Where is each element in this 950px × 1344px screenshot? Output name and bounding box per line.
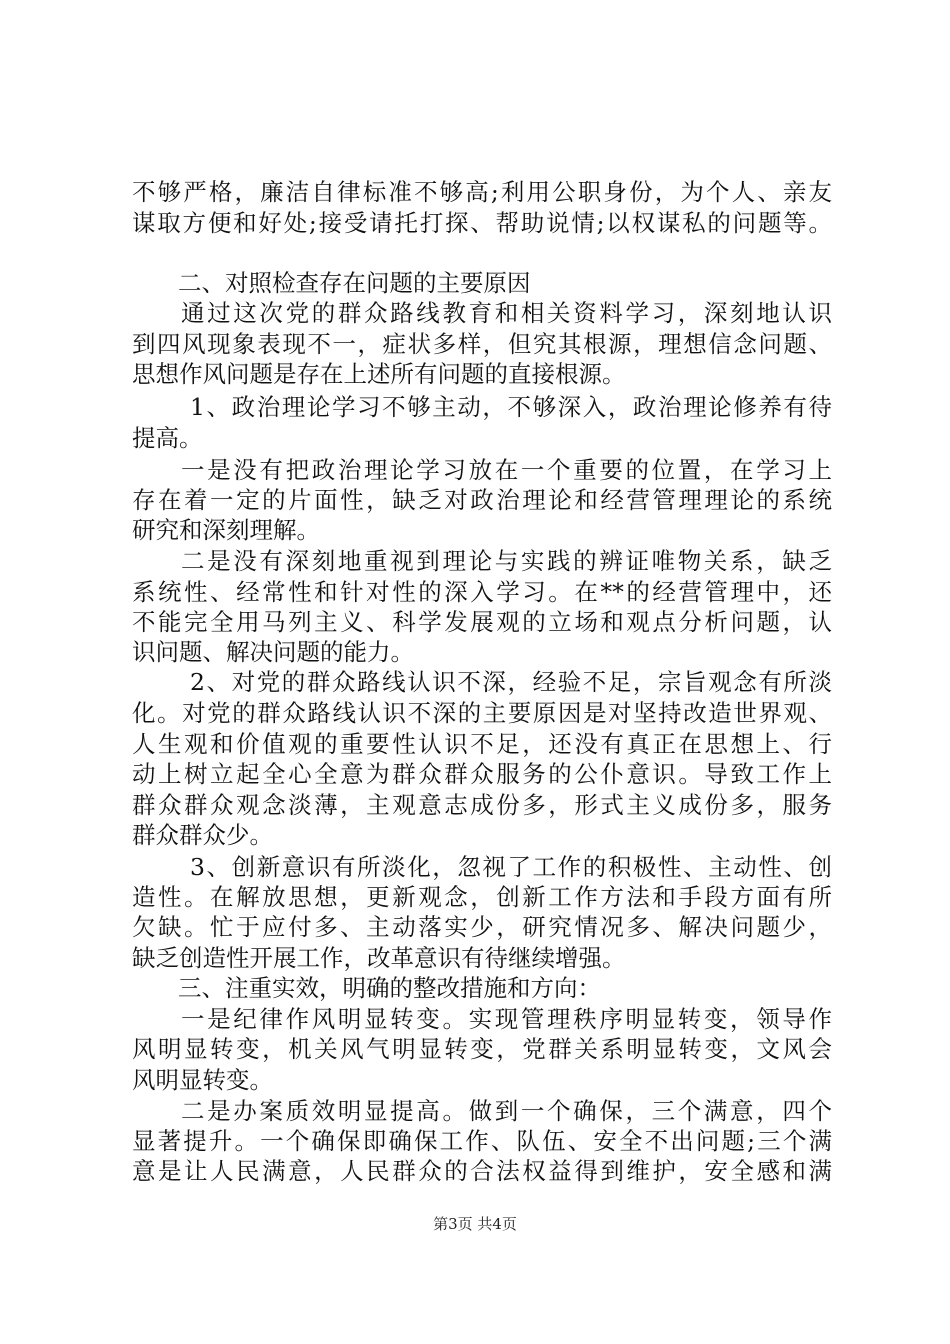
body-line: 识问题、解决问题的能力。	[132, 638, 414, 666]
body-line: 一是没有把政治理论学习放在一个重要的位置，在学习上	[181, 456, 832, 484]
body-line: 欠缺。忙于应付多、主动落实少，研究情况多、解决问题少，	[132, 913, 832, 941]
body-line: 意是让人民满意，人民群众的合法权益得到维护，安全感和满	[132, 1157, 832, 1185]
body-line: 3、创新意识有所淡化，忽视了工作的积极性、主动性、创	[190, 853, 832, 881]
body-line: 不能完全用马列主义、科学发展观的立场和观点分析问题，认	[132, 608, 832, 636]
body-line: 一是纪律作风明显转变。实现管理秩序明显转变，领导作	[181, 1005, 832, 1033]
body-line: 群众群众观念淡薄，主观意志成份多，形式主义成份多，服务	[132, 791, 832, 819]
body-line: 研究和深刻理解。	[132, 516, 320, 544]
body-line: 提高。	[132, 424, 203, 452]
body-line: 人生观和价值观的重要性认识不足，还没有真正在思想上、行	[132, 730, 832, 758]
body-line: 1、政治理论学习不够主动，不够深入，政治理论修养有待	[190, 393, 832, 421]
body-line: 二是没有深刻地重视到理论与实践的辨证唯物关系，缺乏	[181, 547, 832, 575]
body-line: 通过这次党的群众路线教育和相关资料学习，深刻地认识	[181, 299, 832, 327]
body-line: 造性。在解放思想，更新观念，创新工作方法和手段方面有所	[132, 883, 832, 911]
body-line: 到四风现象表现不一，症状多样，但究其根源，理想信念问题、	[132, 330, 832, 358]
body-line: 动上树立起全心全意为群众群众服务的公仆意识。导致工作上	[132, 760, 832, 788]
body-line: 缺乏创造性开展工作，改革意识有待继续增强。	[132, 944, 626, 972]
page-footer: 第3页 共4页	[433, 1215, 517, 1233]
body-line: 存在着一定的片面性，缺乏对政治理论和经营管理理论的系统	[132, 486, 832, 514]
body-line: 风明显转变。	[132, 1066, 273, 1094]
body-line: 显著提升。一个确保即确保工作、队伍、安全不出问题;三个满	[132, 1127, 832, 1155]
body-line: 思想作风问题是存在上述所有问题的直接根源。	[132, 360, 626, 388]
body-line: 群众群众少。	[132, 821, 273, 849]
body-line: 不够严格，廉洁自律标准不够高;利用公职身份，为个人、亲友	[132, 178, 832, 206]
section-heading: 二、对照检查存在问题的主要原因	[178, 269, 531, 297]
section-heading: 三、注重实效，明确的整改措施和方向：	[178, 974, 601, 1002]
body-line: 风明显转变，机关风气明显转变，党群关系明显转变，文风会	[132, 1035, 832, 1063]
body-line: 系统性、经常性和针对性的深入学习。在**的经营管理中，还	[132, 578, 832, 606]
body-line: 二是办案质效明显提高。做到一个确保，三个满意，四个	[181, 1097, 832, 1125]
body-line: 2、对党的群众路线认识不深，经验不足，宗旨观念有所淡	[190, 668, 832, 696]
body-line: 谋取方便和好处;接受请托打探、帮助说情;以权谋私的问题等。	[132, 209, 832, 237]
body-line: 化。对党的群众路线认识不深的主要原因是对坚持改造世界观、	[132, 699, 832, 727]
